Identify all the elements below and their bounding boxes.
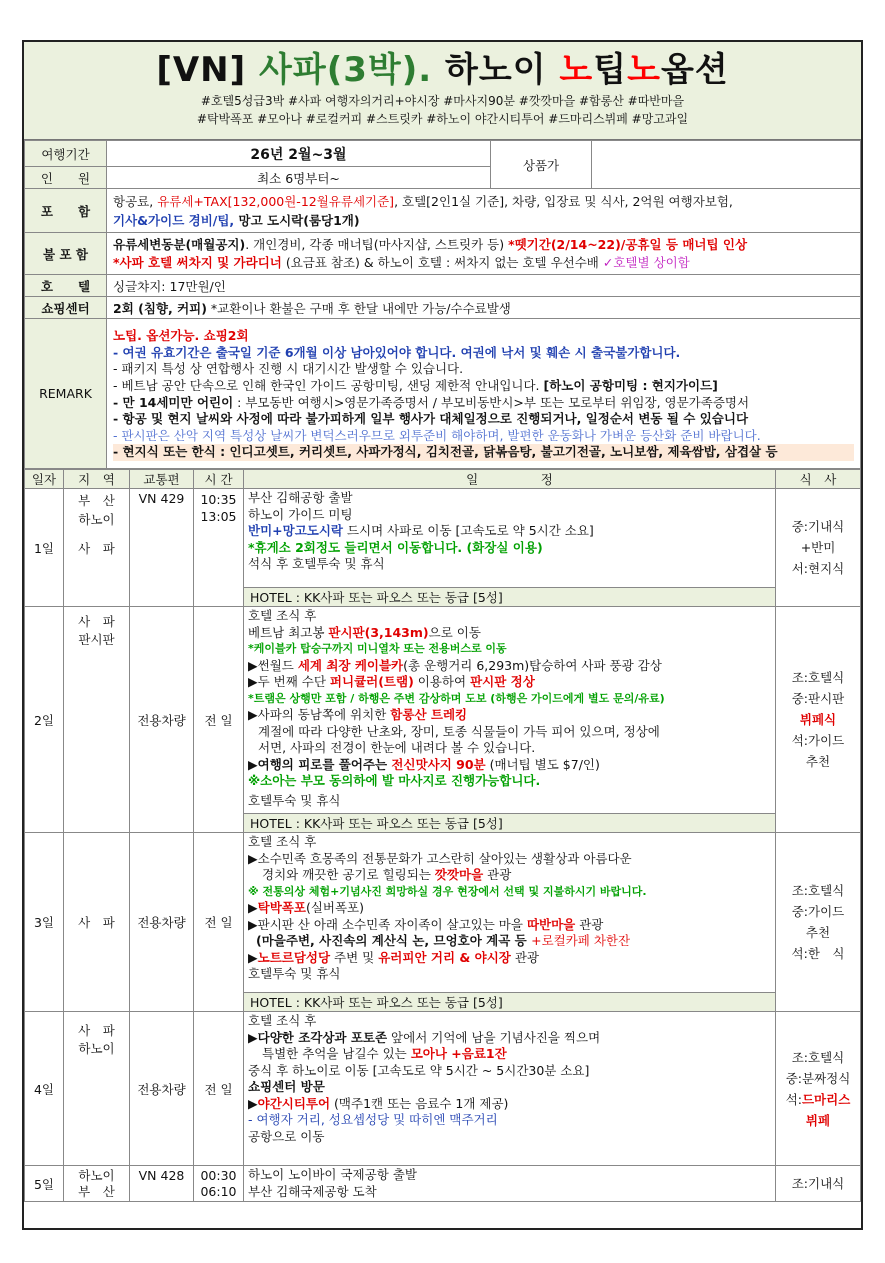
day2-region: 사 파 판시판 <box>64 607 130 833</box>
day4-label: 4일 <box>25 1012 64 1166</box>
day5-transport: VN 428 <box>130 1166 194 1202</box>
day3-transport: 전용차량 <box>130 833 194 1012</box>
day1-time: 10:35 13:05 <box>194 489 244 607</box>
col-meal: 식 사 <box>776 470 861 489</box>
day4-time: 전 일 <box>194 1012 244 1166</box>
col-time: 시 간 <box>194 470 244 489</box>
itinerary-document <box>22 40 863 1230</box>
shopping-label: 쇼핑센터 <box>25 297 107 319</box>
hashtags-line-1: #호텔5성급3박 #사파 여행자의거리+야시장 #마사지90분 #깟깟마을 #함롱산 #따반마을 <box>200 94 685 108</box>
day2-hotel: HOTEL : KK사파 또는 파오스 또는 동급 [5성] <box>244 814 776 833</box>
day1-region: 부 산 하노이 사 파 <box>64 489 130 607</box>
day3-time: 전 일 <box>194 833 244 1012</box>
hotel-label: 호 텔 <box>25 275 107 297</box>
day2-transport: 전용차량 <box>130 607 194 833</box>
day5-schedule: 하노이 노이바이 국제공항 출발 부산 김해국제공항 도착 <box>244 1166 776 1202</box>
remark-line: - 패키지 특성 상 연합행사 진행 시 대기시간 발생할 수 있습니다. <box>113 361 464 377</box>
col-day: 일자 <box>25 470 64 489</box>
day3-schedule: 호텔 조식 후 ▶소수민족 흐몽족의 전통문화가 고스란히 살아있는 생활상과 아름다운 경치와 깨끗한 공기로 힐링되는 깟깟마을 관광 ※ 전통의상 체험+기념사진 희망하실 경우 현장에서 선택 및 지불하시기 바랍니다. ▶탁박폭포(실버폭포) ▶판시판 산 아래 소수민족 자이족이 살고있는 마을 따반마을 관광 (마을주변, 사진속의 계산식 논, 므엉호아 계곡 등 +로컬카페 차한잔 ▶노트르담성당 주변 및 유러피안 거리 & 야시장 관광 호텔투숙 및 휴식 <box>244 833 776 993</box>
day3-hotel: HOTEL : KK사파 또는 파오스 또는 동급 [5성] <box>244 993 776 1012</box>
period-label: 여행기간 <box>25 141 107 167</box>
include-value: 항공료, 유류세+TAX[132,000원-12월유류세기준], 호텔[2인1실 기준], 차량, 입장료 및 식사, 2억원 여행자보험, 기사&가이드 경비/팁, 망고 도시락(룸당1개) <box>107 189 861 233</box>
day1-label: 1일 <box>25 489 64 607</box>
day5-row <box>25 1166 861 1202</box>
remark-line: 노팁. 옵션가능. 쇼핑2회 <box>113 328 249 344</box>
day2-schedule: 호텔 조식 후 베트남 최고봉 판시판(3,143m)으로 이동 *케이블카 탑승구까지 미니열차 또는 전용버스로 이동 ▶썬월드 세계 최장 케이블카(총 운행거리 6,293m)탑승하여 사파 풍광 감상 ▶두 번째 수단 퍼니큘러(트램) 이용하여 판시판 정상 *트램은 상행만 포함 / 하행은 주변 감상하며 도보 (하행은 가이드에게 별도 문의/유료) ▶사파의 동남쪽에 위치한 함롱산 트레킹 계절에 따라 다양한 난초와, 장미, 토종 식물들이 가득 피어 있으며, 정상에 서면, 사파의 전경이 한눈에 내려다 볼 수 있습니다. ▶여행의 피로를 풀어주는 전신맛사지 90분 (매너팁 별도 $7/인) ※소아는 부모 동의하에 발 마사지로 진행가능합니다. 호텔투숙 및 휴식 <box>244 607 776 814</box>
document-header <box>24 42 861 140</box>
shopping-value: 2회 (침향, 커피) *교환이나 환불은 구매 후 한달 내에만 가능/수수료발생 <box>107 297 861 319</box>
people-value: 최소 6명부터~ <box>107 167 491 189</box>
title-no1: 노 <box>559 50 594 90</box>
title-option: 옵션 <box>660 50 729 90</box>
day5-region: 하노이 부 산 <box>64 1166 130 1202</box>
col-schedule: 일 정 <box>244 470 776 489</box>
info-table <box>24 140 861 469</box>
itinerary-header-row <box>25 470 861 489</box>
remark-line: - 베트남 공안 단속으로 인해 한국인 가이드 공항미팅, 샌딩 제한적 안내입니다. [하노이 공항미팅 : 현지가이드] <box>113 377 718 393</box>
exclude-label: 불 포 함 <box>25 233 107 275</box>
remark-value <box>107 319 861 469</box>
remark-line: - 만 14세미만 어린이 : 부모동반 여행시>영문가족증명서 / 부모비동반시>부 또는 모로부터 위임장, 영문가족증명서 <box>113 394 750 410</box>
day3-label: 3일 <box>25 833 64 1012</box>
day1-row <box>25 489 861 588</box>
day2-row <box>25 607 861 814</box>
day3-row <box>25 833 861 993</box>
day1-schedule: 부산 김해공항 출발 하노이 가이드 미팅 반미+망고도시락 드시며 사파로 이동 [고속도로 약 5시간 소요] *휴게소 2회정도 들리면서 이동합니다. (화장실 이용) 석식 후 호텔투숙 및 휴식 <box>244 489 776 588</box>
hotel-value: 싱글챠지: 17만원/인 <box>107 275 861 297</box>
day5-label: 5일 <box>25 1166 64 1202</box>
remark-line: - 판시판은 산악 지역 특성상 날씨가 변덕스러우므로 외투준비 해야하며, 발편한 운동화나 가벼운 등산화 준비 바랍니다. <box>113 427 761 443</box>
day4-region: 사 파 하노이 <box>64 1012 130 1166</box>
day4-transport: 전용차량 <box>130 1012 194 1166</box>
day1-hotel: HOTEL : KK사파 또는 파오스 또는 동급 [5성] <box>244 588 776 607</box>
period-value: 26년 2월~3월 <box>107 141 491 167</box>
title-sapa: 사파(3박). <box>259 50 446 90</box>
title-tip: 팁 <box>593 50 628 90</box>
day3-meal: 조:호텔식 중:가이드 추천 석:한 식 <box>776 833 861 1012</box>
hashtags-line-2: #탁박폭포 #모아나 #로컬커피 #스트릿카 #하노이 야간시티투어 #드마리스뷔페 #망고과일 <box>196 112 689 126</box>
col-transport: 교통편 <box>130 470 194 489</box>
remark-line: - 항공 및 현지 날씨와 사정에 따라 불가피하게 일부 행사가 대체일정으로 진행되거나, 일정순서 변동 될 수 있습니다 <box>113 411 749 427</box>
remark-label: REMARK <box>25 319 107 469</box>
day5-time: 00:30 06:10 <box>194 1166 244 1202</box>
product-price-value <box>592 141 861 189</box>
day1-transport: VN 429 <box>130 489 194 607</box>
itinerary-table <box>24 469 861 1202</box>
col-region: 지 역 <box>64 470 130 489</box>
day3-region: 사 파 <box>64 833 130 1012</box>
title-no2: 노 <box>627 50 661 90</box>
include-label: 포 함 <box>25 189 107 233</box>
page-title <box>24 42 861 92</box>
product-price-label: 상품가 <box>491 141 592 189</box>
people-label: 인 원 <box>25 167 107 189</box>
remark-line: - 여권 유효기간은 출국일 기준 6개월 이상 남아있어야 합니다. 여권에 낙서 및 훼손 시 출국불가합니다. <box>113 344 681 360</box>
day5-meal: 조:기내식 <box>776 1166 861 1202</box>
day1-meal: 중:기내식 +반미 서:현지식 <box>776 489 861 607</box>
title-prefix: [VN] <box>156 50 259 90</box>
day4-schedule: 호텔 조식 후 ▶다양한 조각상과 포토존 앞에서 기억에 남을 기념사진을 찍으며 특별한 추억을 남길수 있는 모아나 +음료1잔 중식 후 하노이로 이동 [고속도로 약 5시간 ~ 5시간30분 소요] 쇼핑센터 방문 ▶야간시티투어 (맥주1캔 또는 음료수 1개 제공) - 여행자 거리, 성요셉성당 및 따히엔 맥주거리 공항으로 이동 <box>244 1012 776 1166</box>
title-hanoi: 하노이 <box>445 50 560 90</box>
day4-meal: 조:호텔식 중:분짜정식 석:드마리스 뷔페 <box>776 1012 861 1166</box>
day2-meal: 조:호텔식 중:판시판 뷔페식 석:가이드 추천 <box>776 607 861 833</box>
day2-time: 전 일 <box>194 607 244 833</box>
day2-label: 2일 <box>25 607 64 833</box>
day4-row <box>25 1012 861 1166</box>
exclude-value: 유류세변동분(매월공지). 개인경비, 각종 매너팁(마사지샵, 스트릿카 등) *뗏기간(2/14~22)/공휴일 등 매너팁 인상 *사파 호텔 써차지 및 가라디너 (요금표 참조) & 하노이 호텔 : 써차지 없는 호텔 우선수배 ✓호텔별 상이함 <box>107 233 861 275</box>
remark-line: - 현지식 또는 한식 : 인디고셋트, 커리셋트, 사파가정식, 김치전골, 닭볶음탕, 불고기전골, 노니보쌈, 제육쌈밥, 삼겹살 등 <box>113 444 854 461</box>
